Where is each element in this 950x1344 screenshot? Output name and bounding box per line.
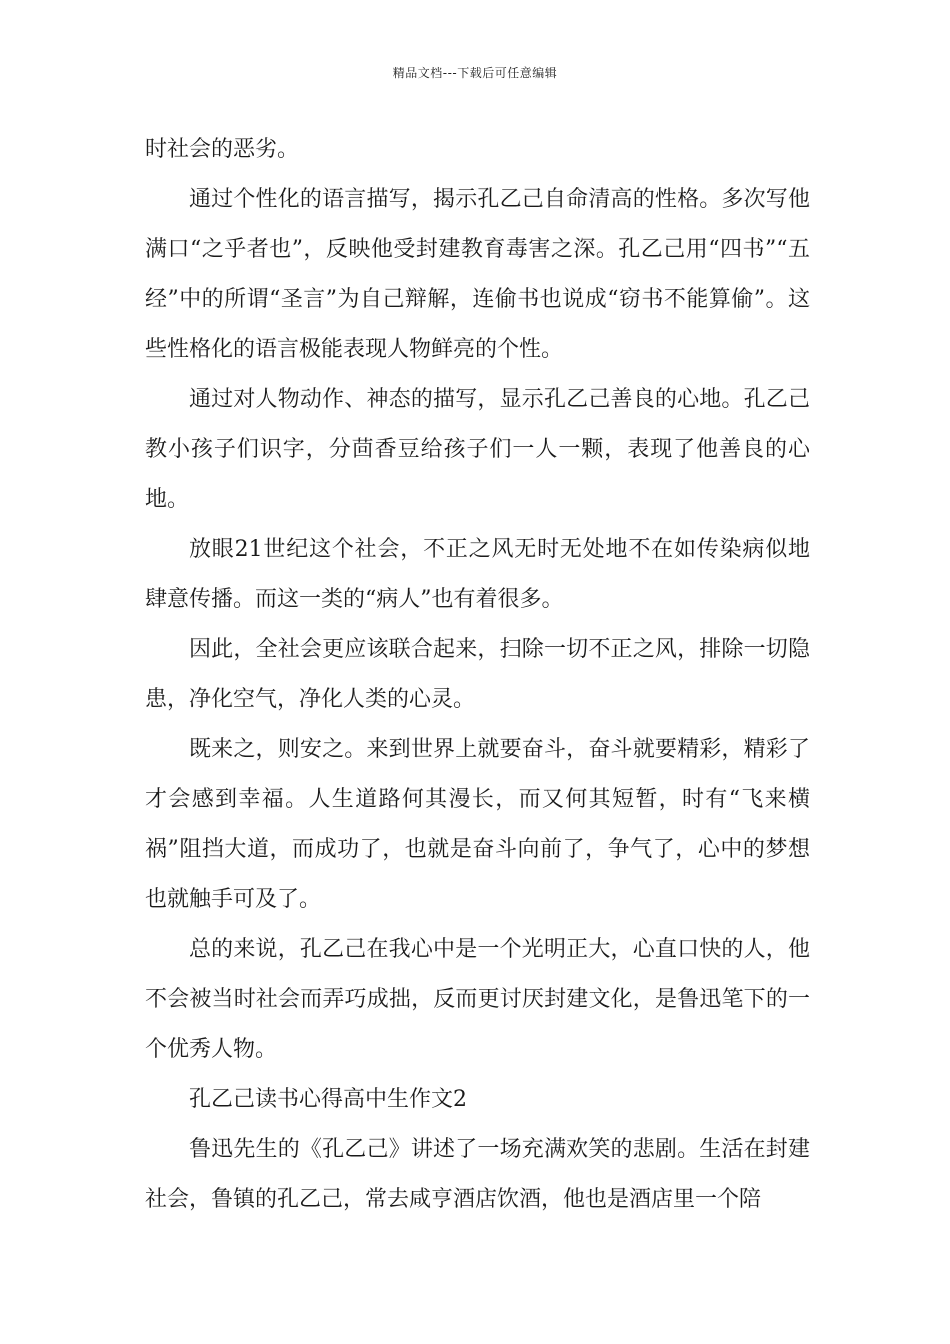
- page-header: 精品文档---下载后可任意编辑: [392, 66, 558, 80]
- paragraph-society-unite: 因此，全社会更应该联合起来，扫除一切不正之风，排除一切隐患，净化空气，净化人类的心灵。: [145, 637, 810, 712]
- paragraph-21st-century: 放眼21世纪这个社会，不正之风无时无处地不在如传染病似地肆意传播。而这一类的“病人”也有着很多。: [145, 537, 810, 612]
- document-body: [145, 125, 810, 1225]
- essay-title-2: 孔乙己读书心得高中生作文2: [189, 1087, 467, 1112]
- paragraph-language-description: 通过个性化的语言描写，揭示孔乙己自命清高的性格。多次写他满口“之乎者也”，反映他受封建教育毒害之深。孔乙己用“四书”“五经”中的所谓“圣言”为自己辩解，连偷书也说成“窃书不能算偷”。这些性格化的语言极能表现人物鲜亮的个性。: [145, 187, 810, 362]
- paragraph-continuation: 时社会的恶劣。: [145, 137, 300, 162]
- paragraph-essay-2-intro: 鲁迅先生的《孔乙己》讲述了一场充满欢笑的悲剧。生活在封建社会，鲁镇的孔乙己，常去咸亨酒店饮酒，他也是酒店里一个陪: [145, 1137, 810, 1212]
- paragraph-conclusion: 总的来说，孔乙己在我心中是一个光明正大，心直口快的人，他不会被当时社会而弄巧成拙，反而更讨厌封建文化，是鲁迅笔下的一个优秀人物。: [145, 937, 810, 1062]
- paragraph-action-description: 通过对人物动作、神态的描写，显示孔乙己善良的心地。孔乙己教小孩子们识字，分茴香豆给孩子们一人一颗，表现了他善良的心地。: [145, 387, 810, 512]
- paragraph-strive: 既来之，则安之。来到世界上就要奋斗，奋斗就要精彩，精彩了才会感到幸福。人生道路何其漫长，而又何其短暂，时有“飞来横祸”阻挡大道，而成功了，也就是奋斗向前了，争气了，心中的梦想也就触手可及了。: [145, 737, 810, 912]
